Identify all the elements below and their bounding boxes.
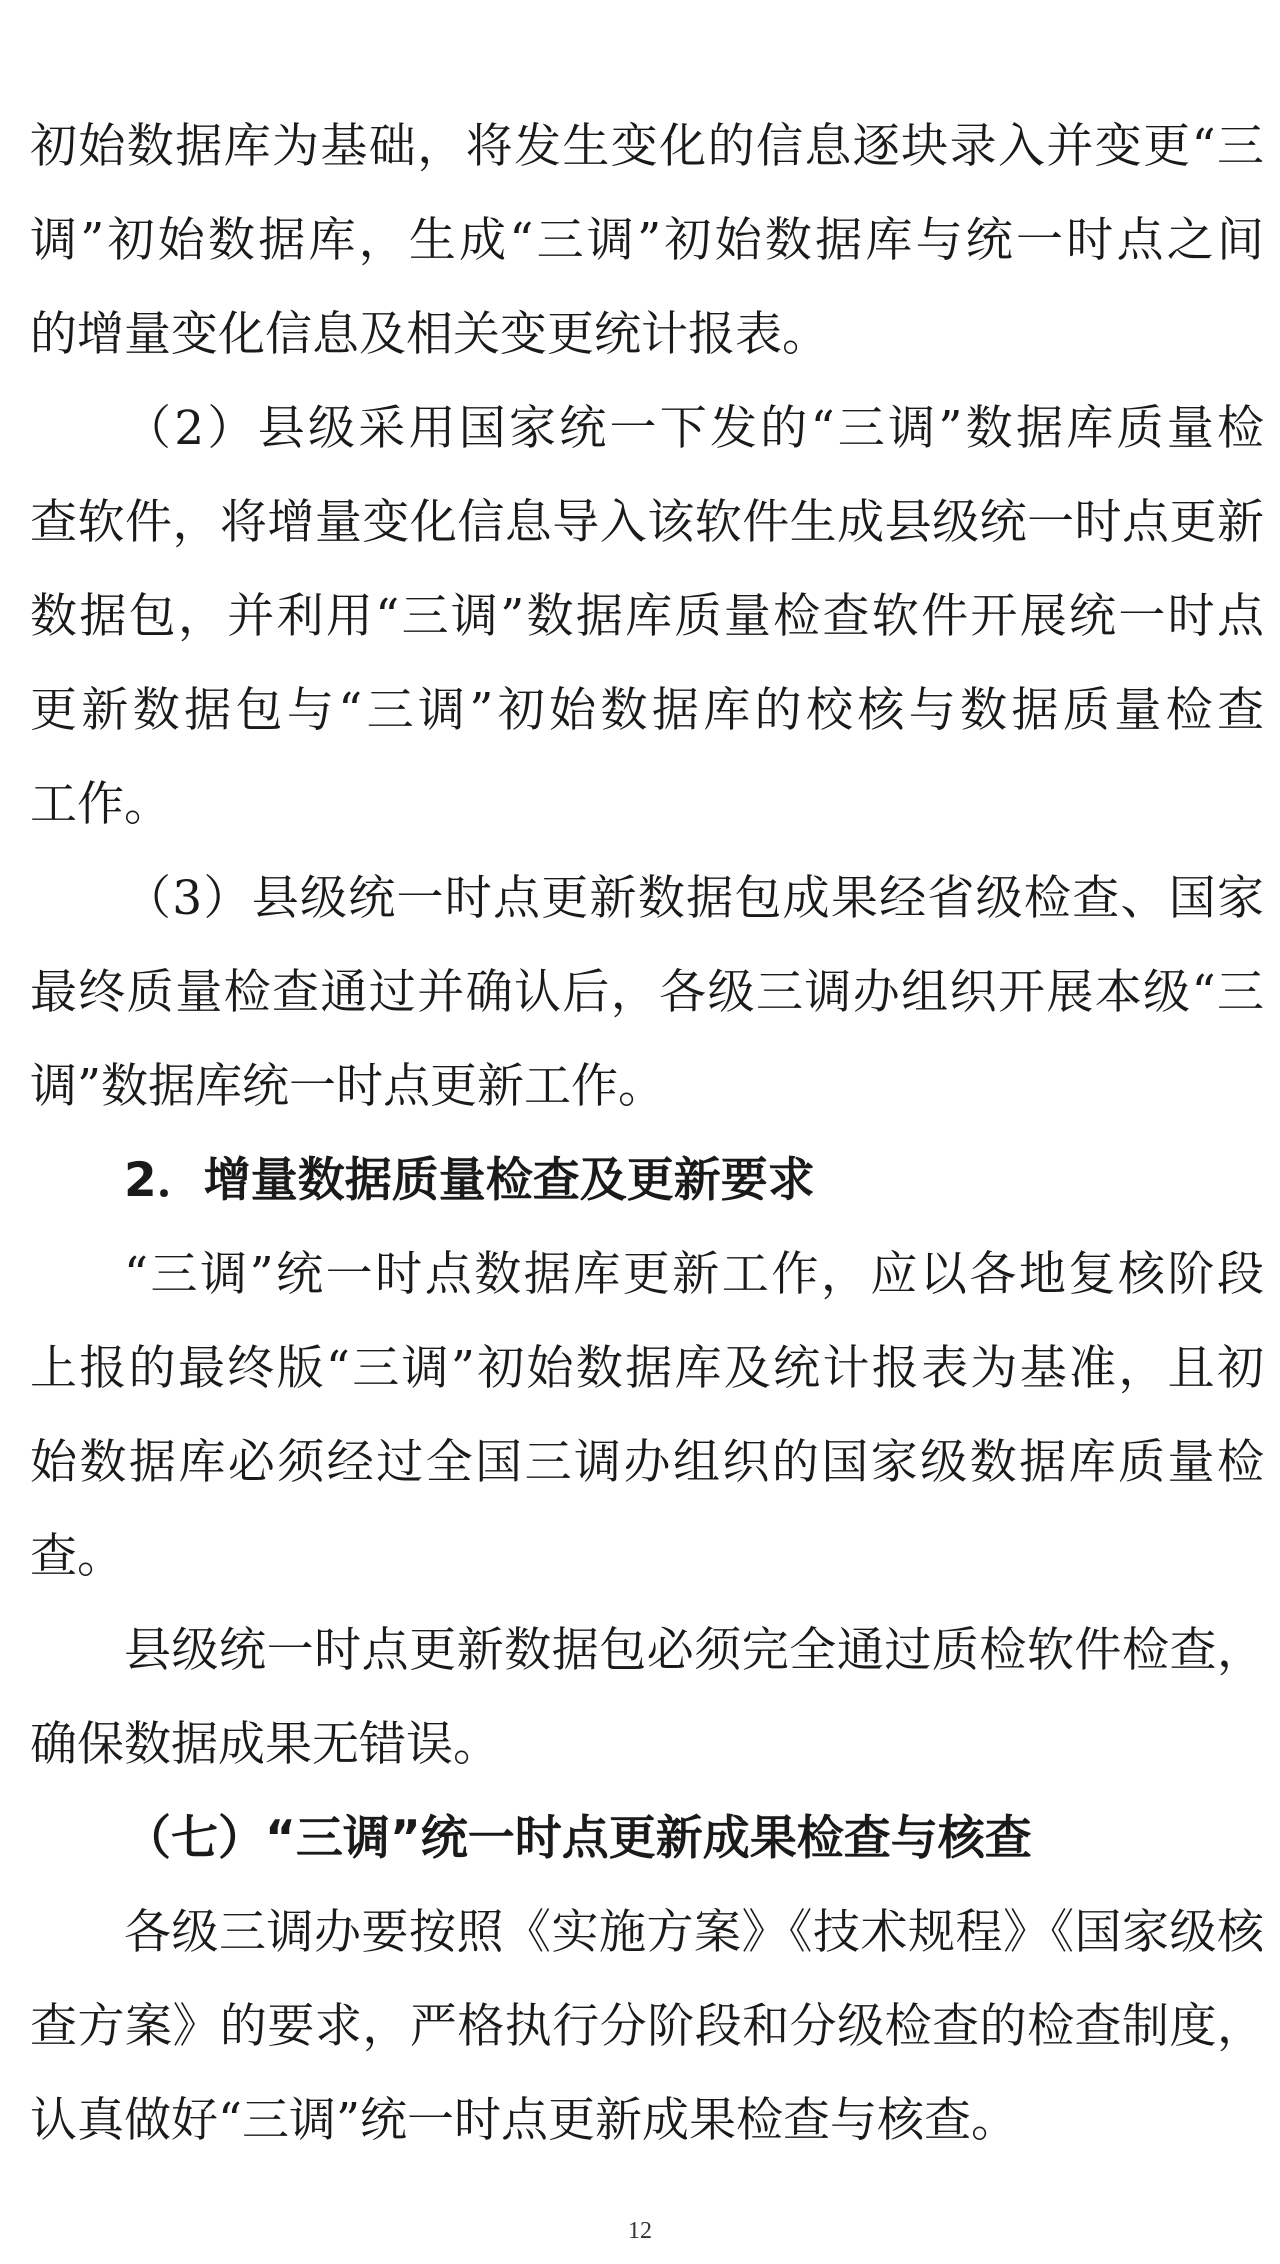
- paragraph-line: 认真做好“三调”统一时点更新成果检查与核查。: [30, 2093, 1019, 2148]
- section-heading: （七）“三调”统一时点更新成果检查与核查: [124, 1811, 1032, 1866]
- paragraph-line: 工作。: [30, 777, 171, 832]
- paragraph-line: 调”数据库统一时点更新工作。: [30, 1059, 666, 1114]
- paragraph-line: 更新数据包与“三调”初始数据库的校核与数据质量检查: [30, 683, 1264, 738]
- paragraph-line: 各级三调办要按照《实施方案》《技术规程》《国家级核: [124, 1905, 1264, 1960]
- paragraph-line: 查方案》的要求，严格执行分阶段和分级检查的检查制度，: [30, 1999, 1264, 2054]
- paragraph-line: （2）县级采用国家统一下发的“三调”数据库质量检: [124, 401, 1264, 456]
- paragraph-line: 确保数据成果无错误。: [30, 1717, 500, 1772]
- paragraph-line: 查软件，将增量变化信息导入该软件生成县级统一时点更新: [30, 495, 1264, 550]
- page-number: 12: [628, 2218, 652, 2244]
- paragraph-line: 调”初始数据库，生成“三调”初始数据库与统一时点之间: [30, 213, 1264, 268]
- paragraph-line: 数据包，并利用“三调”数据库质量检查软件开展统一时点: [30, 589, 1264, 644]
- section-heading: 2．增量数据质量检查及更新要求: [124, 1153, 815, 1208]
- paragraph-line: “三调”统一时点数据库更新工作，应以各地复核阶段: [124, 1247, 1264, 1302]
- paragraph-line: 最终质量检查通过并确认后，各级三调办组织开展本级“三: [30, 965, 1264, 1020]
- paragraph-line: 查。: [30, 1529, 124, 1584]
- paragraph-line: （3）县级统一时点更新数据包成果经省级检查、国家: [124, 871, 1264, 926]
- paragraph-line: 县级统一时点更新数据包必须完全通过质检软件检查，: [124, 1623, 1264, 1678]
- paragraph-line: 始数据库必须经过全国三调办组织的国家级数据库质量检: [30, 1435, 1264, 1490]
- paragraph-line: 初始数据库为基础，将发生变化的信息逐块录入并变更“三: [30, 119, 1264, 174]
- paragraph-line: 上报的最终版“三调”初始数据库及统计报表为基准，且初: [30, 1341, 1264, 1396]
- paragraph-line: 的增量变化信息及相关变更统计报表。: [30, 307, 829, 362]
